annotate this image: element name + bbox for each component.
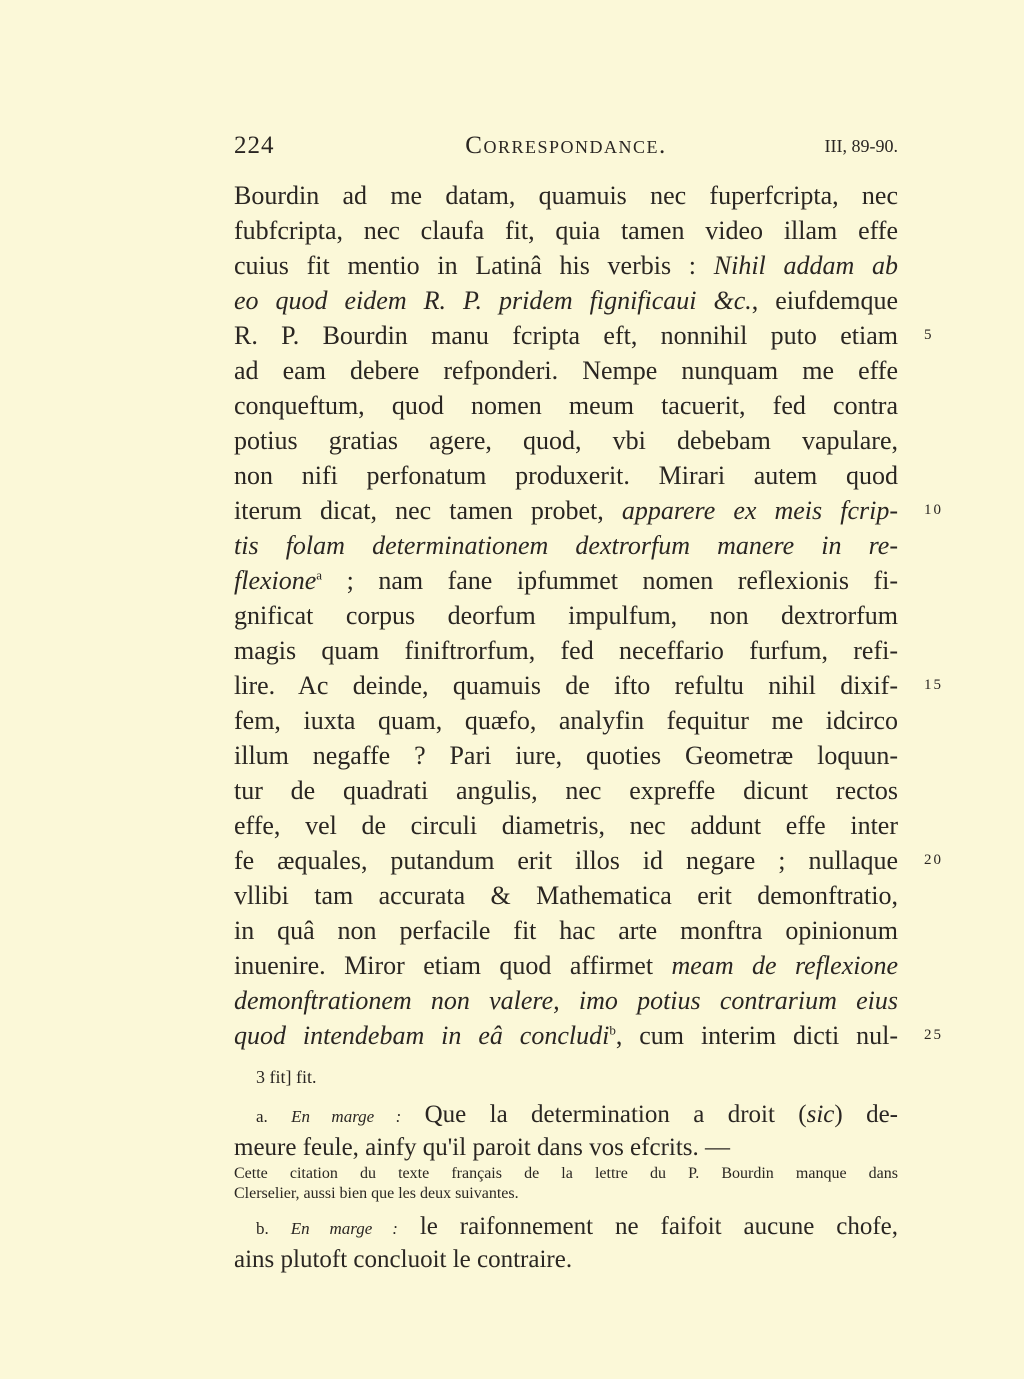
text-line — [234, 633, 898, 668]
text-line — [234, 668, 943, 703]
text-line-content — [234, 913, 898, 948]
text-line — [234, 493, 943, 528]
text-segment: inuenire. Miror etiam quod affirmet — [234, 951, 672, 980]
text-line-content — [234, 1018, 898, 1053]
text-line — [234, 388, 898, 423]
text-segment: meam de reflexione — [671, 951, 898, 980]
text-segment: Nihil addam ab — [713, 251, 898, 280]
text-line-content — [234, 878, 898, 913]
text-line — [234, 318, 934, 353]
footnote-a-editor-note-2: Clerselier, aussi bien que les deux suivantes. — [234, 1185, 519, 1202]
text-line-content — [234, 668, 898, 703]
text-line-content — [234, 633, 898, 668]
text-segment: ad eam debere refponderi. Nempe nunquam me effe — [234, 356, 898, 385]
text-line — [234, 773, 898, 808]
text-segment: conqueftum, quod nomen meum tacuerit, fed contra — [234, 391, 898, 420]
text-line — [234, 528, 898, 563]
text-segment: Bourdin ad me datam, quamuis nec fuperfcripta, nec — [234, 181, 898, 210]
text-line — [234, 703, 898, 738]
text-line-content — [234, 493, 898, 528]
text-line-content — [234, 353, 898, 388]
text-line-content — [234, 528, 898, 563]
text-line-content — [234, 388, 898, 423]
line-number: 5 — [924, 327, 934, 343]
text-line-content — [234, 213, 898, 248]
text-line — [234, 878, 898, 913]
footnote-reference: b — [609, 1022, 616, 1038]
text-line-content — [234, 598, 898, 633]
footnote-a-text: Que la determination a droit ( — [401, 1101, 807, 1128]
footnote-a-label: En marge : — [291, 1107, 402, 1126]
text-segment: gnificat corpus deorfum impulfum, non dextrorfum — [234, 601, 898, 630]
text-line — [234, 948, 898, 983]
footnote-a-editor-note-1: Cette citation du texte français de la lettre du P. Bourdin manque dans — [234, 1165, 898, 1182]
text-line-content — [234, 808, 898, 843]
footnote-b-marker: b. — [256, 1219, 269, 1238]
text-line — [234, 1018, 943, 1053]
text-line-content — [234, 983, 898, 1018]
text-line — [234, 913, 898, 948]
footnote-a-marker: a. — [256, 1107, 268, 1126]
page-header — [234, 128, 898, 168]
text-line — [234, 353, 898, 388]
text-line-content — [234, 423, 898, 458]
footnote-b-text: le raifonnement ne faifoit aucune chofe, — [397, 1213, 899, 1240]
footnote-a-text-end: ) de- — [834, 1101, 898, 1128]
line-number: 20 — [924, 852, 943, 868]
text-line-content — [234, 248, 898, 283]
text-segment: potius gratias agere, quod, vbi debebam vapulare, — [234, 426, 898, 455]
text-segment: effe, vel de circuli diametris, nec addunt effe inter — [234, 811, 898, 840]
text-segment: magis quam finiftrorfum, fed neceffario furfum, refi- — [234, 636, 898, 665]
text-segment: iterum dicat, nec tamen probet, — [234, 496, 622, 525]
text-line-content — [234, 703, 898, 738]
footnote-b-line-2: ains plutoft concluoit le contraire. — [234, 1246, 573, 1273]
main-text — [234, 178, 943, 1053]
text-segment: ; nam fane ipfummet nomen reflexionis fi- — [322, 566, 898, 595]
page-number: 224 — [234, 132, 275, 159]
footnote-b-label: En marge : — [290, 1219, 398, 1238]
text-line — [234, 808, 898, 843]
footnote-b-line-1 — [234, 1210, 898, 1243]
text-line — [234, 563, 898, 598]
text-line-content — [234, 178, 898, 213]
text-line-content — [234, 773, 898, 808]
text-segment: fem, iuxta quam, quæfo, analyfin fequitur me idcirco — [234, 706, 898, 735]
text-segment: cuius fit mentio in Latinâ his verbis : — [234, 251, 714, 280]
text-line — [234, 738, 898, 773]
text-segment: demonftrationem non valere, imo potius contrarium eius — [234, 986, 898, 1015]
text-line — [234, 843, 943, 878]
text-segment: R. P. Bourdin manu fcripta eft, nonnihil puto etiam — [234, 321, 898, 350]
line-number: 15 — [924, 677, 943, 693]
footnote-a-sic: sic — [806, 1101, 835, 1128]
text-segment: non nifi perfonatum produxerit. Mirari autem quod — [234, 461, 898, 490]
text-segment: illum negaffe ? Pari iure, quoties Geometræ loquun- — [234, 741, 898, 770]
text-line-content — [234, 843, 898, 878]
running-title: Correspondance. — [465, 132, 667, 159]
line-number: 10 — [924, 502, 943, 518]
footnote-a-line-1 — [234, 1098, 898, 1131]
text-segment: , cum interim dicti nul- — [615, 1021, 898, 1050]
text-line-content — [234, 458, 898, 493]
text-line — [234, 178, 898, 213]
footnote-reference: a — [316, 567, 323, 583]
text-line — [234, 598, 898, 633]
text-segment: fe æquales, putandum erit illos id negare ; nullaque — [234, 846, 898, 875]
text-line-content — [234, 318, 898, 353]
text-segment: eo quod eidem R. P. pridem fignificaui &c. — [234, 286, 752, 315]
text-segment: tis folam determinationem dextrorfum manere in re- — [234, 531, 898, 560]
section-reference: III, 89-90. — [824, 136, 898, 156]
text-line — [234, 248, 898, 283]
text-line — [234, 283, 898, 318]
footnotes — [234, 1062, 898, 1276]
text-segment: vllibi tam accurata & Mathematica erit demonftratio, — [234, 881, 898, 910]
variant-note: 3 fit] fit. — [256, 1067, 317, 1087]
text-segment: tur de quadrati angulis, nec expreffe dicunt rectos — [234, 776, 898, 805]
text-segment: in quâ non perfacile fit hac arte monftra opinionum — [234, 916, 898, 945]
text-line — [234, 213, 898, 248]
text-line — [234, 458, 898, 493]
text-line-content — [234, 283, 898, 318]
text-segment: lire. Ac deinde, quamuis de ifto refultu nihil dixif- — [234, 671, 898, 700]
text-segment: , eiufdemque — [751, 286, 898, 315]
text-segment: quod intendebam in eâ concludi — [234, 1021, 610, 1050]
text-segment: apparere ex meis fcrip- — [621, 496, 898, 525]
footnote-a-line-2: meure feule, ainfy qu'il paroit dans vos efcrits. — — [234, 1134, 731, 1161]
text-segment: flexione — [234, 566, 317, 595]
text-line — [234, 423, 898, 458]
text-line-content — [234, 563, 898, 598]
text-line-content — [234, 738, 898, 773]
text-line-content — [234, 948, 898, 983]
text-line — [234, 983, 898, 1018]
line-number: 25 — [924, 1027, 943, 1043]
text-segment: fubfcripta, nec claufa fit, quia tamen video illam effe — [234, 216, 898, 245]
